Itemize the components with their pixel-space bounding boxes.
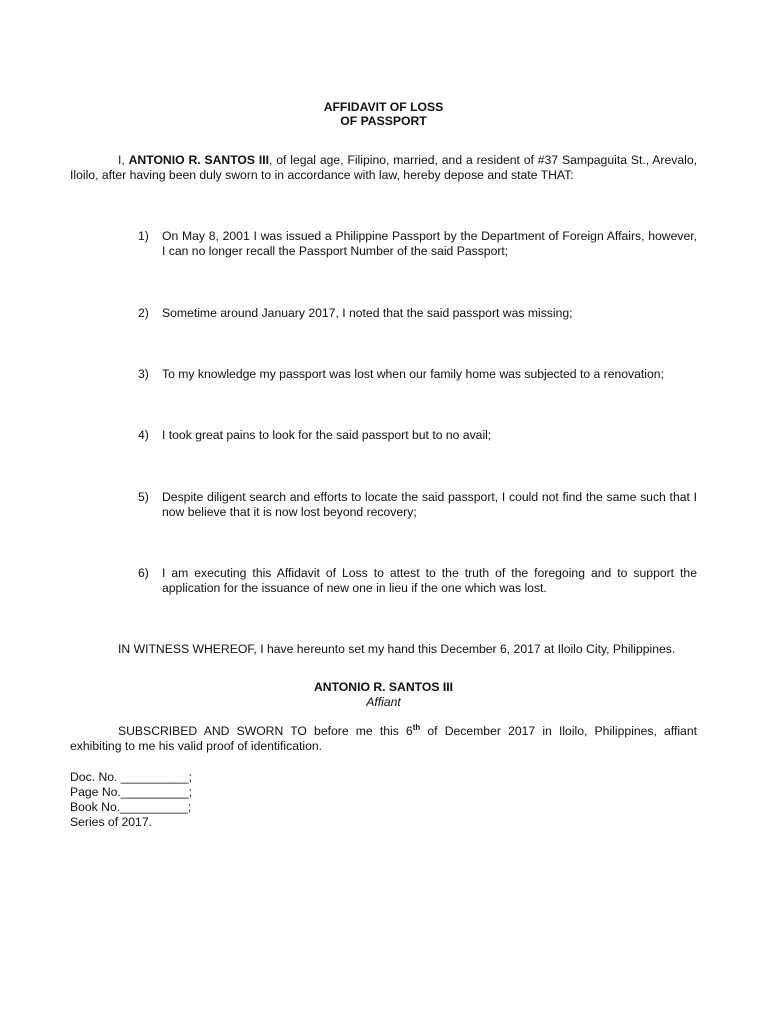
item-text: On May 8, 2001 I was issued a Philippine Passport by the Department of Foreign Affairs, however, I can no longer recall the Passport Number of the said Passport;: [162, 229, 697, 258]
document-title: AFFIDAVIT OF LOSS: [323, 100, 444, 114]
item-number: 5): [138, 490, 149, 504]
intro-prefix: I,: [118, 153, 129, 167]
item-number: 6): [138, 566, 149, 580]
ordinal-suffix: th: [412, 722, 421, 732]
item-text: I am executing this Affidavit of Loss to attest to the truth of the foregoing and to support the application for the issuance of new one in lieu if the one which was lost.: [162, 566, 697, 595]
notary-block: [70, 770, 370, 830]
affiant-name: ANTONIO R. SANTOS III: [313, 680, 454, 694]
page-number-line: Page No.__________;: [70, 785, 192, 799]
intro-paragraph: [70, 153, 697, 183]
item-text: Sometime around January 2017, I noted that the said passport was missing;: [162, 306, 573, 320]
list-item: [138, 229, 697, 259]
sworn-text-before: SUBSCRIBED AND SWORN TO before me this 6: [118, 724, 413, 738]
list-item: [138, 306, 697, 321]
book-number-line: Book No.__________;: [70, 800, 192, 814]
affiant-name-inline: ANTONIO R. SANTOS III: [128, 153, 270, 167]
intro-text: , of legal age, Filipino, married, and a resident of #37 Sampaguita St., Arevalo, Iloilo, after having been duly sworn to in accordance with law, hereby depose and state THAT:: [70, 153, 697, 182]
sworn-text-after: of December 2017 in Iloilo, Philippines, affiant exhibiting to me his valid proof of identification.: [70, 724, 697, 753]
list-item: [138, 367, 697, 382]
document-subtitle: OF PASSPORT: [340, 114, 427, 128]
list-item: [138, 428, 697, 443]
item-number: 1): [138, 229, 149, 243]
affiant-label: Affiant: [366, 695, 401, 709]
item-number: 4): [138, 428, 149, 442]
doc-number-line: Doc. No. __________;: [70, 770, 192, 784]
item-text: Despite diligent search and efforts to locate the said passport, I could not find the same such that I now believe that it is now lost beyond recovery;: [162, 490, 697, 519]
item-text: I took great pains to look for the said passport but to no avail;: [162, 428, 492, 442]
sworn-paragraph: [70, 724, 697, 754]
witness-paragraph: IN WITNESS WHEREOF, I have hereunto set my hand this December 6, 2017 at Iloilo City, Philippines.: [118, 642, 676, 656]
list-item: [138, 490, 697, 520]
item-number: 2): [138, 306, 149, 320]
item-text: To my knowledge my passport was lost when our family home was subjected to a renovation;: [162, 367, 664, 381]
item-number: 3): [138, 367, 149, 381]
series-line: Series of 2017.: [70, 815, 152, 829]
list-item: [138, 566, 697, 596]
